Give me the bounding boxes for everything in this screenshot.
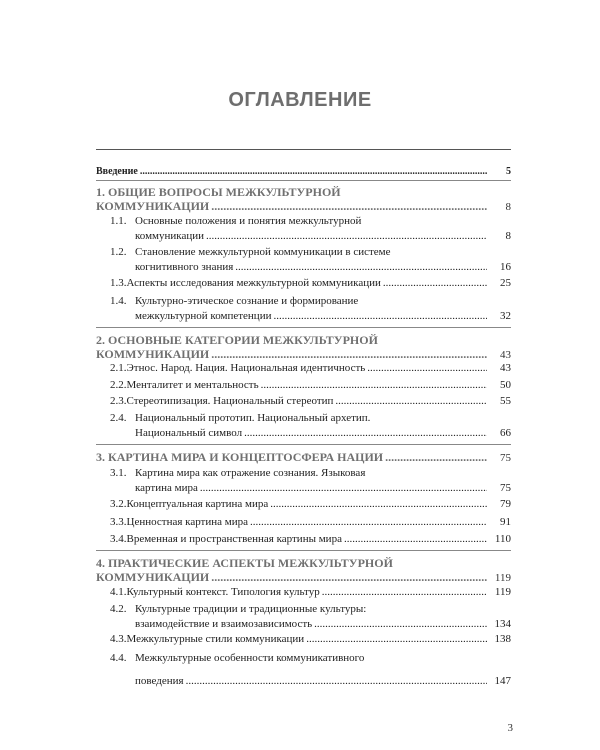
toc-page-number: 75 [500,452,511,464]
section-title-line2: поведения [135,675,184,687]
section-title-line1: Культурные традиции и традиционные культуры: [135,603,367,615]
toc-section-1-2[interactable] [110,245,511,275]
section-title-line2: коммуникации [135,230,204,242]
toc-page-number: 110 [494,533,511,545]
section-title-line1: Временная и пространственная картины мира [126,533,342,545]
toc-page-number: 138 [494,633,511,645]
toc-page-number: 43 [500,349,511,361]
section-number: 2.4. [110,412,127,424]
section-divider [96,327,511,328]
section-number: 1.1. [110,215,127,227]
section-number: 2.3. [110,395,127,407]
section-title-line1: Культурный контекст. Типология культур [126,586,320,598]
section-number: 3.2. [110,498,127,510]
toc-chapter-3[interactable] [96,450,511,465]
section-title-line1: Ценностная картина мира [126,516,248,528]
section-number: 1.2. [110,246,127,258]
section-title-line1: Основные положения и понятия межкультурной [135,215,362,227]
section-divider [96,550,511,551]
section-number: 4.3. [110,633,127,645]
chapter-title-line1: 4. ПРАКТИЧЕСКИЕ АСПЕКТЫ МЕЖКУЛЬТУРНОЙ [96,556,393,570]
toc-page-number: 50 [500,379,511,391]
dot-leader [235,260,487,275]
toc-chapter-2[interactable] [96,333,511,362]
toc-entry-label: Введение [96,166,138,177]
section-title-line2: Национальный символ [135,427,243,439]
chapter-title-line2: КОММУНИКАЦИИ [96,347,210,361]
toc-page-number: 147 [494,675,511,687]
section-number: 3.1. [110,467,127,479]
section-title-line2: когнитивного знания [135,261,234,273]
section-title-line2: межкультурной компетенции [135,310,272,322]
section-title-line1: Картина мира как отражение сознания. Языковая [135,467,366,479]
toc-section-2-4[interactable] [110,411,511,441]
section-title-line1: Этнос. Народ. Нация. Национальная идентичность [126,362,366,374]
dot-leader [261,378,487,393]
dot-leader [273,309,487,324]
toc-page-number: 16 [500,261,511,273]
toc-section-2-1[interactable] [110,361,511,376]
toc-section-1-1[interactable] [110,214,511,244]
dot-leader [335,394,487,409]
toc-page-number: 75 [500,482,511,494]
chapter-title-line1: 1. ОБЩИЕ ВОПРОСЫ МЕЖКУЛЬТУРНОЙ [96,185,341,199]
section-number: 4.2. [110,603,127,615]
toc-section-4-3[interactable] [110,632,511,647]
section-title-line1: Национальный прототип. Национальный архетип. [135,412,371,424]
toc-page-number: 5 [506,166,511,177]
dot-leader [200,481,487,496]
toc-chapter-1[interactable] [96,185,511,214]
toc-section-3-4[interactable] [110,532,511,547]
section-title-line1: Межкультурные стили коммуникации [126,633,305,645]
dot-leader [211,199,487,213]
toc-page-number: 134 [494,618,511,630]
section-number: 1.4. [110,295,127,307]
dot-leader [211,570,487,584]
chapter-title-line2: КОММУНИКАЦИИ [96,199,210,213]
section-title-line1: Культурно-этическое сознание и формирование [135,295,359,307]
toc-entry-intro[interactable] [96,164,511,180]
dot-leader [244,426,487,441]
dot-leader [306,632,487,647]
section-title-line2: картина мира [135,482,198,494]
toc-section-3-3[interactable] [110,515,511,530]
toc-page-number: 79 [500,498,511,510]
toc-section-2-2[interactable] [110,378,511,393]
dot-leader [383,276,487,291]
section-title-line1: Аспекты исследования межкультурной коммуникации [126,277,381,289]
section-number: 2.2. [110,379,127,391]
toc-page-number: 32 [500,310,511,322]
section-number: 4.1. [110,586,127,598]
chapter-title-line1: 2. ОСНОВНЫЕ КАТЕГОРИИ МЕЖКУЛЬТУРНОЙ [96,333,378,347]
toc-section-1-4[interactable] [110,294,511,324]
dot-leader [270,497,487,512]
dot-leader [314,617,487,632]
dot-leader [211,347,487,361]
section-number: 2.1. [110,362,127,374]
chapter-title-line2: КОММУНИКАЦИИ [96,570,210,584]
top-rule [96,149,511,150]
section-number: 1.3. [110,277,127,289]
section-title-line1: Концептуальная картина мира [126,498,269,510]
toc-page-number: 119 [494,572,511,584]
toc-section-4-4[interactable] [110,651,511,689]
toc-page-number: 66 [500,427,511,439]
toc-section-1-3[interactable] [110,276,511,291]
toc-page-number: 43 [500,362,511,374]
dot-leader [367,361,487,376]
toc-section-2-3[interactable] [110,394,511,409]
dot-leader [322,585,487,600]
page-number: 3 [507,722,513,734]
chapter-title-line1: 3. КАРТИНА МИРА И КОНЦЕПТОСФЕРА НАЦИИ [96,450,384,464]
toc-page-number: 119 [494,586,511,598]
section-divider [96,444,511,445]
section-number: 4.4. [110,652,127,664]
toc-page-number: 91 [500,516,511,528]
dot-leader [140,164,487,180]
toc-page-number: 8 [505,230,511,242]
section-title-line1: Межкультурные особенности коммуникативного [135,652,365,664]
toc-section-3-2[interactable] [110,497,511,512]
dot-leader [250,515,487,530]
section-title-line1: Менталитет и ментальность [126,379,259,391]
toc-page-number: 55 [500,395,511,407]
dot-leader [385,450,487,464]
section-divider [96,180,511,181]
section-number: 3.3. [110,516,127,528]
dot-leader [186,674,487,689]
dot-leader [206,229,487,244]
toc-section-3-1[interactable] [110,466,511,496]
toc-page-number: 8 [505,201,511,213]
section-number: 3.4. [110,533,127,545]
toc-chapter-4[interactable] [96,556,511,585]
toc-section-4-1[interactable] [110,585,511,600]
toc-page-number: 25 [500,277,511,289]
section-title-line1: Стереотипизация. Национальный стереотип [126,395,334,407]
dot-leader [344,532,487,547]
toc-section-4-2[interactable] [110,602,511,632]
page-title: ОГЛАВЛЕНИЕ [228,89,372,111]
section-title-line2: взаимодействие и взаимозависимость [135,618,313,630]
section-title-line1: Становление межкультурной коммуникации в системе [135,246,391,258]
